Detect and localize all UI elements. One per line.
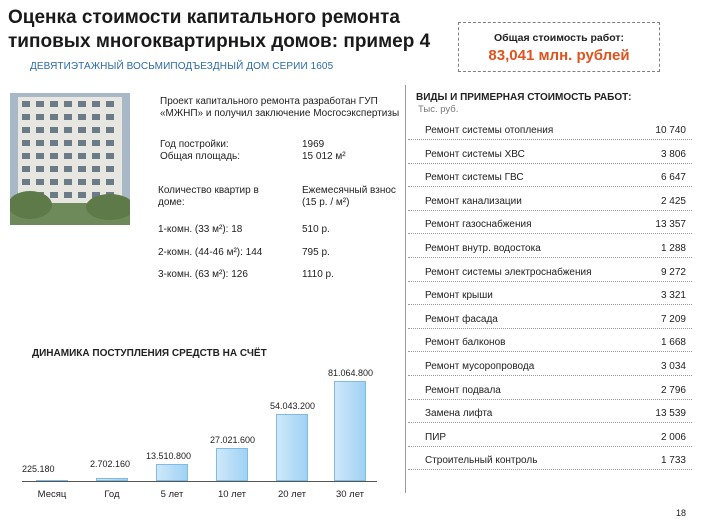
fee-1: 510 р. xyxy=(302,224,330,235)
page-subtitle: ДЕВЯТИЭТАЖНЫЙ ВОСЬМИПОДЪЕЗДНЫЙ ДОМ СЕРИИ 1605 xyxy=(30,61,334,72)
work-item-name: Ремонт системы электроснабжения xyxy=(425,266,592,278)
monthly-fee-label: Ежемесячный взнос (15 р. / м²) xyxy=(302,185,396,208)
work-item-value: 1 288 xyxy=(660,243,686,254)
chart-x-axis xyxy=(22,481,377,482)
work-item-name: Ремонт газоснабжения xyxy=(425,219,532,231)
work-item-value: 3 034 xyxy=(660,361,686,372)
chart-x-tick-label: 30 лет xyxy=(335,489,365,500)
works-unit: Тыс. руб. xyxy=(418,104,459,115)
work-item-name: Ремонт системы ХВС xyxy=(425,148,525,160)
work-item-name: Ремонт внутр. водостока xyxy=(425,243,541,254)
work-item-value: 3 806 xyxy=(660,148,686,160)
chart-data-label: 81.064.800 xyxy=(328,368,374,378)
total-area-value: 15 012 м² xyxy=(302,151,346,162)
work-item-value: 2 425 xyxy=(660,195,686,207)
work-item-divider xyxy=(408,257,692,258)
works-title: ВИДЫ И ПРИМЕРНАЯ СТОИМОСТЬ РАБОТ: xyxy=(416,92,632,103)
chart-bar xyxy=(334,381,366,481)
chart-bar xyxy=(276,414,308,481)
total-cost-box xyxy=(458,22,660,72)
chart-x-tick-label: Месяц xyxy=(37,489,67,500)
chart-bar xyxy=(156,464,188,481)
year-built-label: Год постройки: xyxy=(160,139,229,150)
work-item-divider xyxy=(408,210,692,211)
year-built-value: 1969 xyxy=(302,139,325,150)
work-item-value: 6 647 xyxy=(660,172,686,184)
work-item-value: 9 272 xyxy=(660,266,686,278)
work-item-value: 13 357 xyxy=(655,219,686,231)
page-number: 18 xyxy=(675,508,686,518)
work-item-divider xyxy=(408,163,692,164)
work-item-name: Ремонт балконов xyxy=(425,337,506,349)
work-item-value: 2 006 xyxy=(660,431,686,443)
chart-data-label: 13.510.800 xyxy=(146,451,192,462)
work-item-value: 7 209 xyxy=(660,313,686,325)
work-item-value: 1 668 xyxy=(660,337,686,349)
chart-bar xyxy=(216,448,248,481)
flat-type-3: 3-комн. (63 м²): 126 xyxy=(158,269,248,280)
chart-data-label: 54.043.200 xyxy=(270,401,316,412)
chart-x-tick-label: 10 лет xyxy=(217,489,247,500)
work-item-divider xyxy=(408,375,692,376)
work-item-divider xyxy=(408,281,692,282)
work-item-value: 1 733 xyxy=(660,455,686,467)
work-item-name: Ремонт крыши xyxy=(425,290,493,302)
work-item-divider xyxy=(408,399,692,400)
work-item-name: ПИР xyxy=(425,431,447,443)
work-item-divider xyxy=(408,186,692,187)
page-title: Оценка стоимости капитального ремонта типовых многоквартирных домов: пример 4 xyxy=(8,7,431,52)
flat-type-1: 1-комн. (33 м²): 18 xyxy=(158,224,243,235)
total-area-label: Общая площадь: xyxy=(160,151,241,162)
work-item-divider xyxy=(408,469,692,470)
work-item-divider xyxy=(408,233,692,234)
chart-data-label: 27.021.600 xyxy=(210,434,256,445)
flats-count-label: Количество квартир в доме: xyxy=(158,185,259,208)
chart-x-tick-label: 20 лет xyxy=(277,489,307,500)
total-cost-label: Общая стоимость работ: xyxy=(493,32,625,44)
total-cost-value: 83,041 млн. рублей xyxy=(488,47,630,64)
work-item-name: Строительный контроль xyxy=(425,455,538,467)
chart-title: ДИНАМИКА ПОСТУПЛЕНИЯ СРЕДСТВ НА СЧЁТ xyxy=(32,348,267,359)
work-item-name: Ремонт системы отопления xyxy=(425,125,554,136)
work-item-name: Ремонт канализации xyxy=(425,195,522,207)
flat-type-2: 2-комн. (44-46 м²): 144 xyxy=(158,247,263,258)
chart-x-tick-label: 5 лет xyxy=(160,489,184,500)
work-item-value: 3 321 xyxy=(660,290,686,302)
fee-3: 1110 р. xyxy=(302,269,334,280)
work-item-name: Ремонт системы ГВС xyxy=(425,172,524,184)
chart-x-tick-label: Год xyxy=(104,489,120,500)
work-item-divider xyxy=(408,446,692,447)
work-item-name: Ремонт подвала xyxy=(425,384,501,396)
work-item-value: 13 539 xyxy=(655,408,686,420)
chart-data-label: 225.180 xyxy=(22,464,55,474)
work-item-value: 10 740 xyxy=(655,125,686,136)
column-divider xyxy=(405,85,406,493)
work-item-divider xyxy=(408,304,692,305)
chart-data-label: 2.702.160 xyxy=(90,459,131,469)
work-item-divider xyxy=(408,139,692,140)
building-photo xyxy=(10,93,130,225)
work-item-divider xyxy=(408,422,692,423)
work-item-divider xyxy=(408,351,692,352)
work-item-name: Замена лифта xyxy=(425,408,493,420)
work-item-divider xyxy=(408,328,692,329)
work-item-name: Ремонт мусоропровода xyxy=(425,361,535,372)
project-note: Проект капитального ремонта разработан ГУП «МЖНП» и получил заключение Мосгосэкспертизы xyxy=(160,96,400,119)
work-item-value: 2 796 xyxy=(660,384,686,396)
work-item-name: Ремонт фасада xyxy=(425,313,498,325)
fee-2: 795 р. xyxy=(302,247,330,258)
